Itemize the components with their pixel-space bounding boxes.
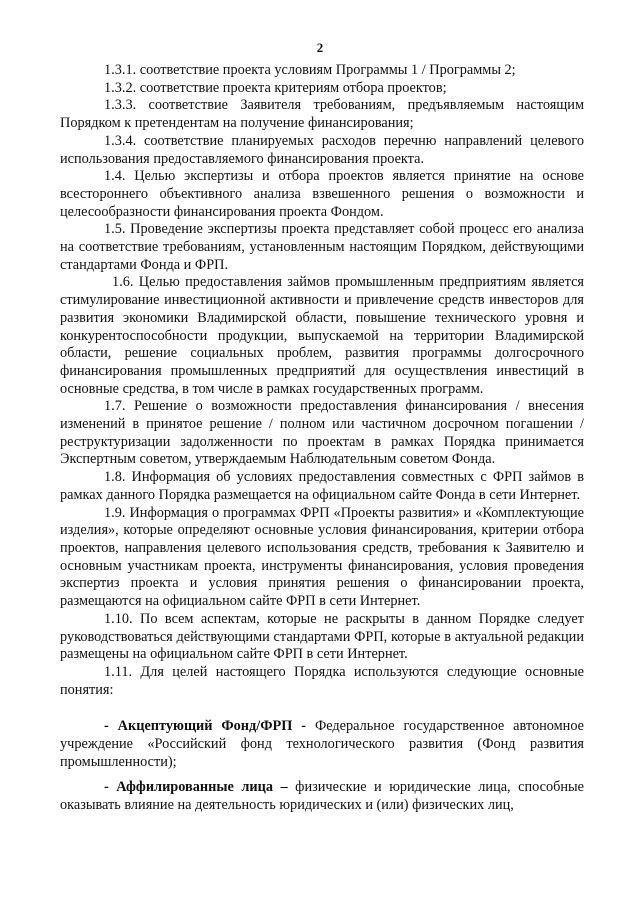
paragraph-1-10: 1.10. По всем аспектам, которые не раскрыты в данном Порядке следует руководствоваться действующими стандартами ФРП, которые в актуальной редакции размещены на официальном сайте ФРП в сети Интернет. xyxy=(60,610,584,663)
definition-term: - Акцептующий Фонд/ФРП - xyxy=(104,718,307,735)
paragraph-1-7: 1.7. Решение о возможности предоставления финансирования / внесения изменений в принятое решение / полном или частичном досрочном погашении / реструктуризации задолженности по проектам в рамках Порядка принимается Экспертным советом, утверждаемым Наблюдательным советом Фонда. xyxy=(60,398,584,468)
paragraph-1-3-4: 1.3.4. соответствие планируемых расходов перечню направлений целевого использования предоставляемого финансирования проекта. xyxy=(60,132,584,167)
document-body xyxy=(60,62,584,815)
paragraph-1-3-1: 1.3.1. соответствие проекта условиям Программы 1 / Программы 2; xyxy=(104,62,516,78)
paragraph-1-11: 1.11. Для целей настоящего Порядка используются следующие основные понятия: xyxy=(60,663,584,698)
paragraph-1-9: 1.9. Информация о программах ФРП «Проекты развития» и «Комплектующие изделия», которые определяют основные условия финансирования, критерии отбора проектов, направления целевого использования средств, требования к Заявителю и основным участникам проекта, инструменты финансирования, условия проведения экспертиз проекта и условия принятия решения о финансировании проекта, размещаются на официальном сайте ФРП в сети Интернет. xyxy=(60,504,584,610)
paragraph-1-3-2: 1.3.2. соответствие проекта критериям отбора проектов; xyxy=(104,79,447,96)
paragraph-1-8: 1.8. Информация об условиях предоставления совместных с ФРП займов в рамках данного Порядка размещается на официальном сайте Фонда в сети Интернет. xyxy=(60,469,584,503)
paragraph-1-4: 1.4. Целью экспертизы и отбора проектов является принятие на основе всестороннего объективного анализа взвешенного решения о возможности и целесообразности финансирования проекта Фондом. xyxy=(60,168,584,220)
paragraph-1-6: 1.6. Целью предоставления займов промышленным предприятиям является стимулирование инвестиционной активности и привлечение средств инвесторов для развития экономики Владимирской области, повышение технического уровня и конкурентоспособности продукции, выпускаемой на территории Владимирской области, решение социальных проблем, развития программы долгосрочного финансирования промышленных предприятий для осуществления инвестиций в основные средства, в том числе в рамках государственных программ. xyxy=(60,274,584,397)
paragraph-1-3-3: 1.3.3. соответствие Заявителя требованиям, предъявляемым настоящим Порядком к претендентам на получение финансирования; xyxy=(60,97,584,132)
definition-accepting-fund xyxy=(60,718,584,771)
paragraph-1-5: 1.5. Проведение экспертизы проекта представляет собой процесс его анализа на соответствие требованиям, установленным настоящим Порядком, действующими стандартами Фонда и ФРП. xyxy=(60,221,584,273)
definition-text: физические и юридические лица, способные оказывать влияние на деятельность юридических и (или) физических лиц, xyxy=(60,779,584,814)
definition-term: - Аффилированные лица – xyxy=(104,779,288,796)
definition-affiliated-persons xyxy=(60,779,584,814)
page-number: 2 xyxy=(316,40,324,55)
definition-text: Федеральное государственное автономное учреждение «Российский фонд технологического развития (Фонд развития промышленности); xyxy=(60,718,584,770)
